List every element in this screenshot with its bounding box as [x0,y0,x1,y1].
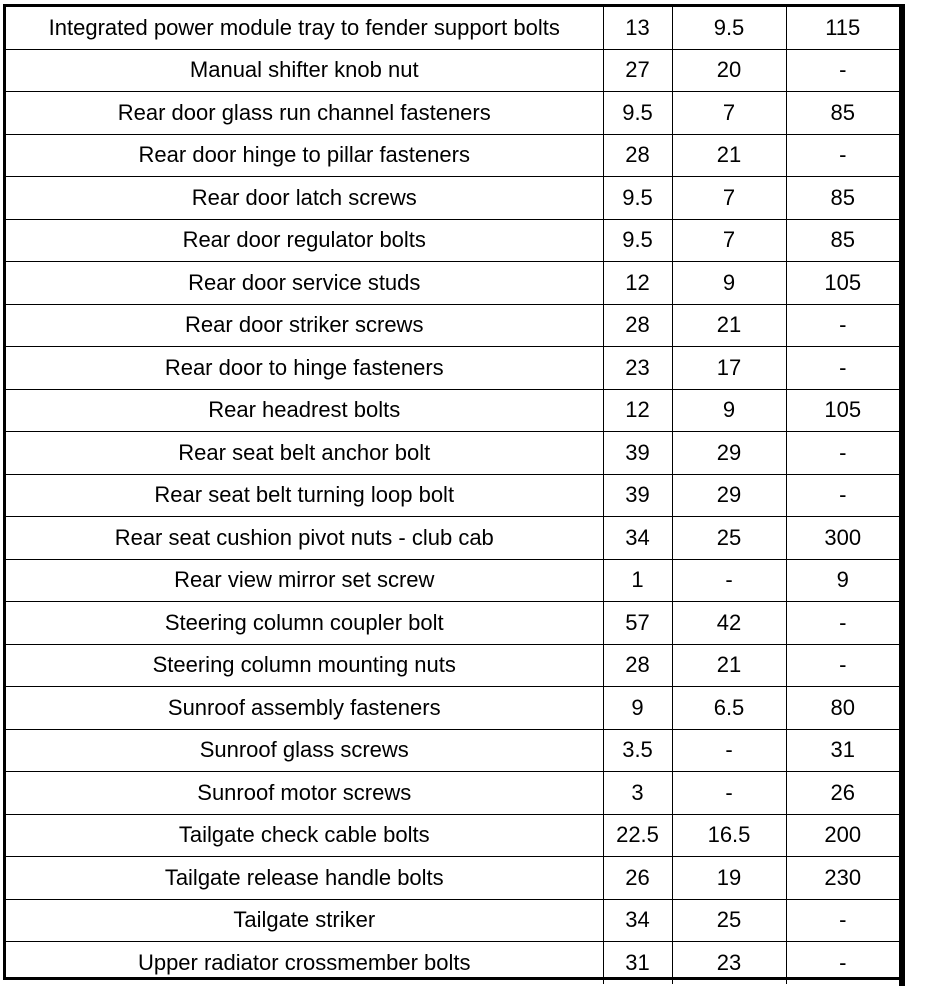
value-cell: 1 [603,559,672,602]
table-row [6,644,899,687]
table-row [6,857,899,900]
application-cell: Tailgate release handle bolts [6,857,603,900]
value-cell: 31 [786,729,899,772]
value-cell: 12 [603,389,672,432]
value-cell: 9 [672,389,786,432]
value-cell: - [786,347,899,390]
value-cell: 21 [672,644,786,687]
table-row [6,49,899,92]
value-cell: 57 [603,602,672,645]
value-cell: 12 [603,262,672,305]
application-cell: Upper radiator crossmember bolts [6,942,603,984]
application-cell: Rear seat cushion pivot nuts - club cab [6,517,603,560]
value-cell: 3 [603,772,672,815]
table-row [6,814,899,857]
value-cell: 34 [603,517,672,560]
value-cell: 7 [672,92,786,135]
value-cell: - [786,49,899,92]
table-row [6,687,899,730]
application-cell: Manual shifter knob nut [6,49,603,92]
value-cell: - [786,474,899,517]
application-cell: Rear door regulator bolts [6,219,603,262]
value-cell: 9 [603,687,672,730]
application-cell: Sunroof glass screws [6,729,603,772]
value-cell: 29 [672,474,786,517]
value-cell: 115 [786,7,899,49]
value-cell: 9.5 [603,92,672,135]
value-cell: 85 [786,92,899,135]
value-cell: 7 [672,219,786,262]
value-cell: 22.5 [603,814,672,857]
value-cell: 19 [672,857,786,900]
application-cell: Steering column coupler bolt [6,602,603,645]
value-cell: 300 [786,517,899,560]
table-right-border [899,4,905,986]
value-cell: - [786,644,899,687]
application-cell: Rear door hinge to pillar fasteners [6,134,603,177]
value-cell: 28 [603,304,672,347]
application-cell: Sunroof motor screws [6,772,603,815]
table-row [6,729,899,772]
value-cell: 28 [603,644,672,687]
value-cell: - [672,559,786,602]
value-cell: - [672,729,786,772]
value-cell: 39 [603,474,672,517]
table-row [6,602,899,645]
value-cell: 21 [672,134,786,177]
table-row [6,177,899,220]
value-cell: 9.5 [603,219,672,262]
value-cell: - [786,602,899,645]
value-cell: 3.5 [603,729,672,772]
application-cell: Tailgate check cable bolts [6,814,603,857]
application-cell: Rear headrest bolts [6,389,603,432]
table-row [6,92,899,135]
value-cell: 16.5 [672,814,786,857]
table-row [6,262,899,305]
value-cell: 23 [672,942,786,984]
application-cell: Rear door service studs [6,262,603,305]
application-cell: Rear seat belt anchor bolt [6,432,603,475]
value-cell: 80 [786,687,899,730]
value-cell: 26 [603,857,672,900]
table-row [6,772,899,815]
table-row [6,942,899,984]
application-cell: Rear view mirror set screw [6,559,603,602]
value-cell: - [786,899,899,942]
value-cell: 105 [786,389,899,432]
value-cell: 28 [603,134,672,177]
application-cell: Rear seat belt turning loop bolt [6,474,603,517]
table-body [6,7,899,984]
torque-spec-table [6,7,899,984]
value-cell: 85 [786,177,899,220]
value-cell: 34 [603,899,672,942]
value-cell: 6.5 [672,687,786,730]
application-cell: Rear door latch screws [6,177,603,220]
value-cell: 42 [672,602,786,645]
value-cell: - [839,949,847,975]
value-cell: 23 [603,347,672,390]
table-row [6,304,899,347]
application-cell: Rear door to hinge fasteners [6,347,603,390]
value-cell: 20 [672,49,786,92]
value-cell: 31 [603,942,672,984]
table-row [6,899,899,942]
value-cell: 9 [786,559,899,602]
table-row [6,559,899,602]
value-cell: 21 [672,304,786,347]
value-cell: 105 [786,262,899,305]
value-cell: 230 [786,857,899,900]
value-cell: 9 [672,262,786,305]
value-cell: 26 [786,772,899,815]
value-cell: 13 [603,7,672,49]
value-cell: 9.5 [603,177,672,220]
table-row [6,219,899,262]
table-row [6,347,899,390]
value-cell: 39 [603,432,672,475]
application-cell: Rear door glass run channel fasteners [6,92,603,135]
value-cell: 29 [672,432,786,475]
application-cell: Steering column mounting nuts [6,644,603,687]
application-cell: Integrated power module tray to fender support bolts [6,7,603,49]
application-cell: Rear door striker screws [6,304,603,347]
table-row [6,389,899,432]
table-row [6,134,899,177]
value-cell: 85 [786,219,899,262]
value-cell: 200 [786,814,899,857]
value-cell: - [786,134,899,177]
value-cell: 7 [672,177,786,220]
value-cell: 9.5 [672,7,786,49]
table-row [6,7,899,49]
value-cell: 17 [672,347,786,390]
value-cell: - [786,304,899,347]
value-cell: 25 [672,899,786,942]
value-cell: 27 [603,49,672,92]
table-row [6,517,899,560]
table-row [6,474,899,517]
value-cell: - [786,432,899,475]
value-cell: - [672,772,786,815]
application-cell: Tailgate striker [6,899,603,942]
value-cell: 25 [672,517,786,560]
application-cell: Sunroof assembly fasteners [6,687,603,730]
table-row [6,432,899,475]
